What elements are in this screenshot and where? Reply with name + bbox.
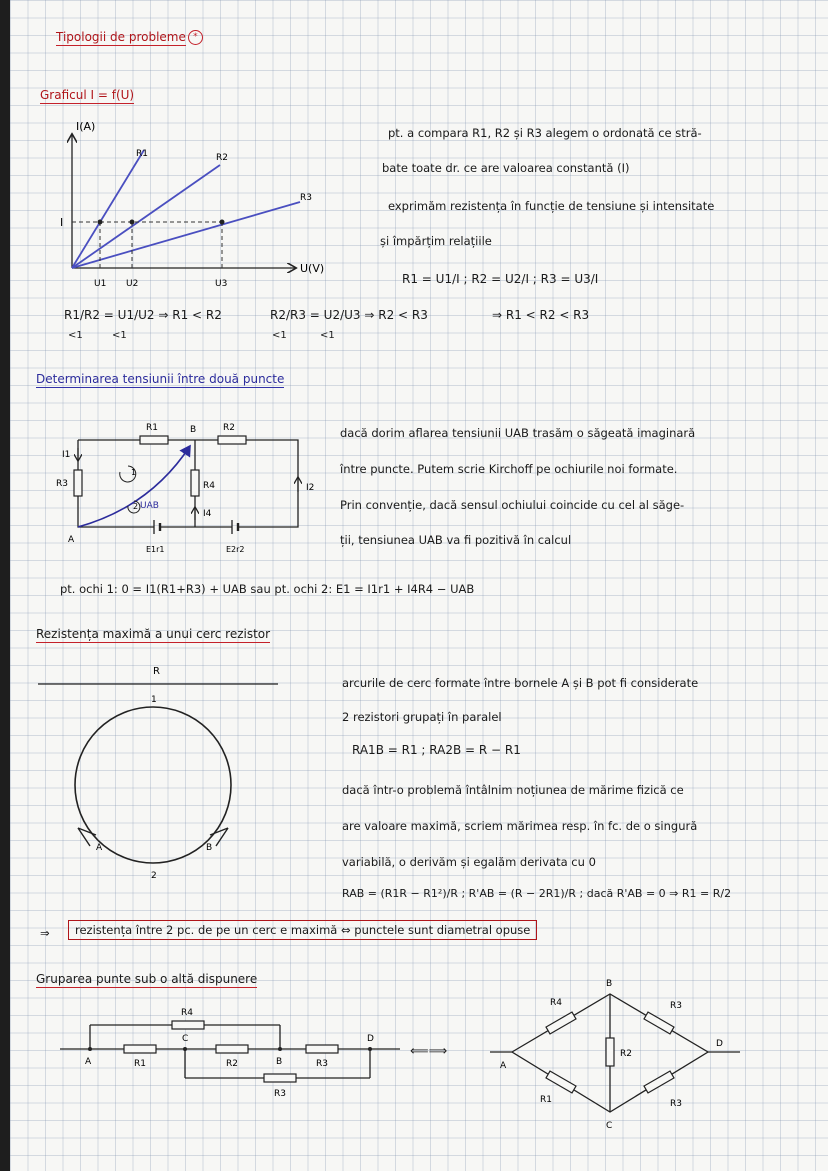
svg-text:B: B xyxy=(206,843,213,853)
tick-u3: U3 xyxy=(215,279,228,289)
section3-heading: Rezistența maximă a unui cerc rezistor xyxy=(36,627,271,641)
svg-text:R2: R2 xyxy=(620,1049,632,1059)
svg-text:I1: I1 xyxy=(62,450,71,460)
dia-r3-bottom xyxy=(644,1071,674,1093)
svg-text:R1: R1 xyxy=(146,423,158,433)
axis-x-label: U(V) xyxy=(300,262,325,275)
svg-text:R4: R4 xyxy=(181,1008,193,1018)
s1-formulas: R1 = U1/I ; R2 = U2/I ; R3 = U3/I xyxy=(402,272,599,286)
conclusion-arrow: ⇒ xyxy=(40,926,50,940)
ratio-2: R2/R3 = U2/U3 ⇒ R2 < R3 xyxy=(270,308,428,322)
s3-text5: are valoare maximă, scriem mărimea resp. în fc. de o singură xyxy=(342,819,698,833)
s3-text4: dacă într-o problemă întâlnim noțiunea de mărime fizică ce xyxy=(342,783,684,797)
uab-arrow xyxy=(78,446,190,527)
star-icon: * xyxy=(188,30,203,45)
s1-result: ⇒ R1 < R2 < R3 xyxy=(492,308,590,322)
svg-text:A: A xyxy=(500,1061,507,1071)
circle-resistor-diagram xyxy=(38,660,288,900)
dia-r1-top xyxy=(546,1012,576,1034)
section2-heading: Determinarea tensiunii între două puncte xyxy=(36,372,285,386)
tick-u2: U2 xyxy=(126,279,139,289)
s2-text3: Prin convenție, dacă sensul ochiului coincide cu cel al săge- xyxy=(340,498,685,512)
svg-text:2: 2 xyxy=(151,871,157,881)
svg-text:B: B xyxy=(606,979,613,989)
resistor-r1 xyxy=(140,436,168,444)
s1-text1: pt. a compara R1, R2 și R3 alegem o ordonată ce stră- xyxy=(388,126,702,140)
iu-graph xyxy=(50,110,350,300)
s2-text4: ții, tensiunea UAB va fi pozitivă în calcul xyxy=(340,533,572,547)
s2-equations: pt. ochi 1: 0 = I1(R1+R3) + UAB sau pt. ochi 2: E1 = I1r1 + I4R4 − UAB xyxy=(60,582,475,596)
lin-r2 xyxy=(216,1045,248,1053)
svg-text:D: D xyxy=(367,1034,374,1044)
svg-text:A: A xyxy=(96,843,103,853)
r1-line-label: R1 xyxy=(136,149,148,159)
svg-text:R2: R2 xyxy=(226,1059,238,1069)
svg-text:D: D xyxy=(716,1039,723,1049)
bridge-diamond-diagram xyxy=(480,970,780,1160)
section1-heading: Graficul I = f(U) xyxy=(40,88,135,102)
svg-text:1: 1 xyxy=(151,695,157,705)
dia-r1-bottom xyxy=(546,1071,576,1093)
resistor-r3 xyxy=(74,470,82,496)
s1-text4: și împărțim relațiile xyxy=(380,234,492,248)
svg-text:R4: R4 xyxy=(550,998,562,1008)
svg-text:R3: R3 xyxy=(316,1059,328,1069)
r3-line-label: R3 xyxy=(300,193,312,203)
svg-text:R3: R3 xyxy=(274,1089,286,1099)
s3-text2: 2 rezistori grupați în paralel xyxy=(342,710,502,724)
section4-heading: Gruparea punte sub o altă dispunere xyxy=(36,972,258,986)
svg-text:R3: R3 xyxy=(670,1099,682,1109)
s1-text2: bate toate dr. ce are valoarea constantă (I) xyxy=(382,161,630,175)
svg-text:E2r2: E2r2 xyxy=(226,545,245,554)
ratio-1: R1/R2 = U1/U2 ⇒ R1 < R2 xyxy=(64,308,222,322)
s2-text2: între puncte. Putem scrie Kirchoff pe ochiurile noi formate. xyxy=(340,462,678,476)
svg-text:C: C xyxy=(606,1121,613,1131)
svg-text:1: 1 xyxy=(131,468,137,477)
svg-text:R3: R3 xyxy=(670,1001,682,1011)
r2-line-label: R2 xyxy=(216,153,228,163)
svg-text:R: R xyxy=(153,666,160,677)
svg-text:R4: R4 xyxy=(203,481,215,491)
ratio-note-1: <1 xyxy=(68,330,83,341)
svg-text:UAB: UAB xyxy=(140,501,159,511)
ratio-note-3: <1 xyxy=(272,330,287,341)
s3-text3: RA1B = R1 ; RA2B = R − R1 xyxy=(352,743,521,757)
svg-text:R1: R1 xyxy=(540,1095,552,1105)
lin-r3-bottom xyxy=(264,1074,296,1082)
tick-u1: U1 xyxy=(94,279,107,289)
ratio-note-2: <1 xyxy=(112,330,127,341)
ratio-note-4: <1 xyxy=(320,330,335,341)
svg-text:I2: I2 xyxy=(306,483,315,493)
svg-text:R3: R3 xyxy=(56,479,68,489)
conclusion-box: rezistența între 2 pc. de pe un cerc e maximă ⇔ punctele sunt diametral opuse xyxy=(68,920,537,940)
kirchhoff-circuit xyxy=(40,412,330,562)
svg-text:C: C xyxy=(182,1034,189,1044)
dia-r2 xyxy=(606,1038,614,1066)
svg-text:A: A xyxy=(85,1057,92,1067)
resistor-r2 xyxy=(218,436,246,444)
s3-text1: arcurile de cerc formate între bornele A și B pot fi considerate xyxy=(342,676,699,690)
lin-r1 xyxy=(124,1045,156,1053)
axis-y-label: I(A) xyxy=(76,120,96,133)
svg-text:E1r1: E1r1 xyxy=(146,545,165,554)
resistor-r4 xyxy=(191,470,199,496)
equivalence-arrow: ⟸⟹ xyxy=(410,1044,448,1059)
notebook-page xyxy=(10,0,828,1171)
s1-text3: exprimăm rezistența în funcție de tensiune și intensitate xyxy=(388,199,715,213)
resistor-circle xyxy=(75,707,231,863)
lin-r4 xyxy=(172,1021,204,1029)
svg-text:I4: I4 xyxy=(203,509,212,519)
svg-text:2: 2 xyxy=(133,502,139,511)
dia-r3-top xyxy=(644,1012,674,1034)
lin-r3-top xyxy=(306,1045,338,1053)
svg-text:B: B xyxy=(276,1057,283,1067)
line-r2 xyxy=(72,165,220,268)
s3-text6: variabilă, o derivăm și egalăm derivata cu 0 xyxy=(342,855,596,869)
bridge-linear-diagram xyxy=(60,1000,410,1100)
svg-text:R1: R1 xyxy=(134,1059,146,1069)
s3-derivative: RAB = (R1R − R1²)/R ; R'AB = (R − 2R1)/R ; dacă R'AB = 0 ⇒ R1 = R/2 xyxy=(342,887,732,900)
page-title: Tipologii de probleme * xyxy=(56,30,203,45)
svg-text:B: B xyxy=(190,425,197,435)
svg-text:A: A xyxy=(68,535,75,545)
i-label: I xyxy=(60,216,64,229)
s2-text1: dacă dorim aflarea tensiunii UAB trasăm o săgeată imaginară xyxy=(340,426,696,440)
svg-text:R2: R2 xyxy=(223,423,235,433)
